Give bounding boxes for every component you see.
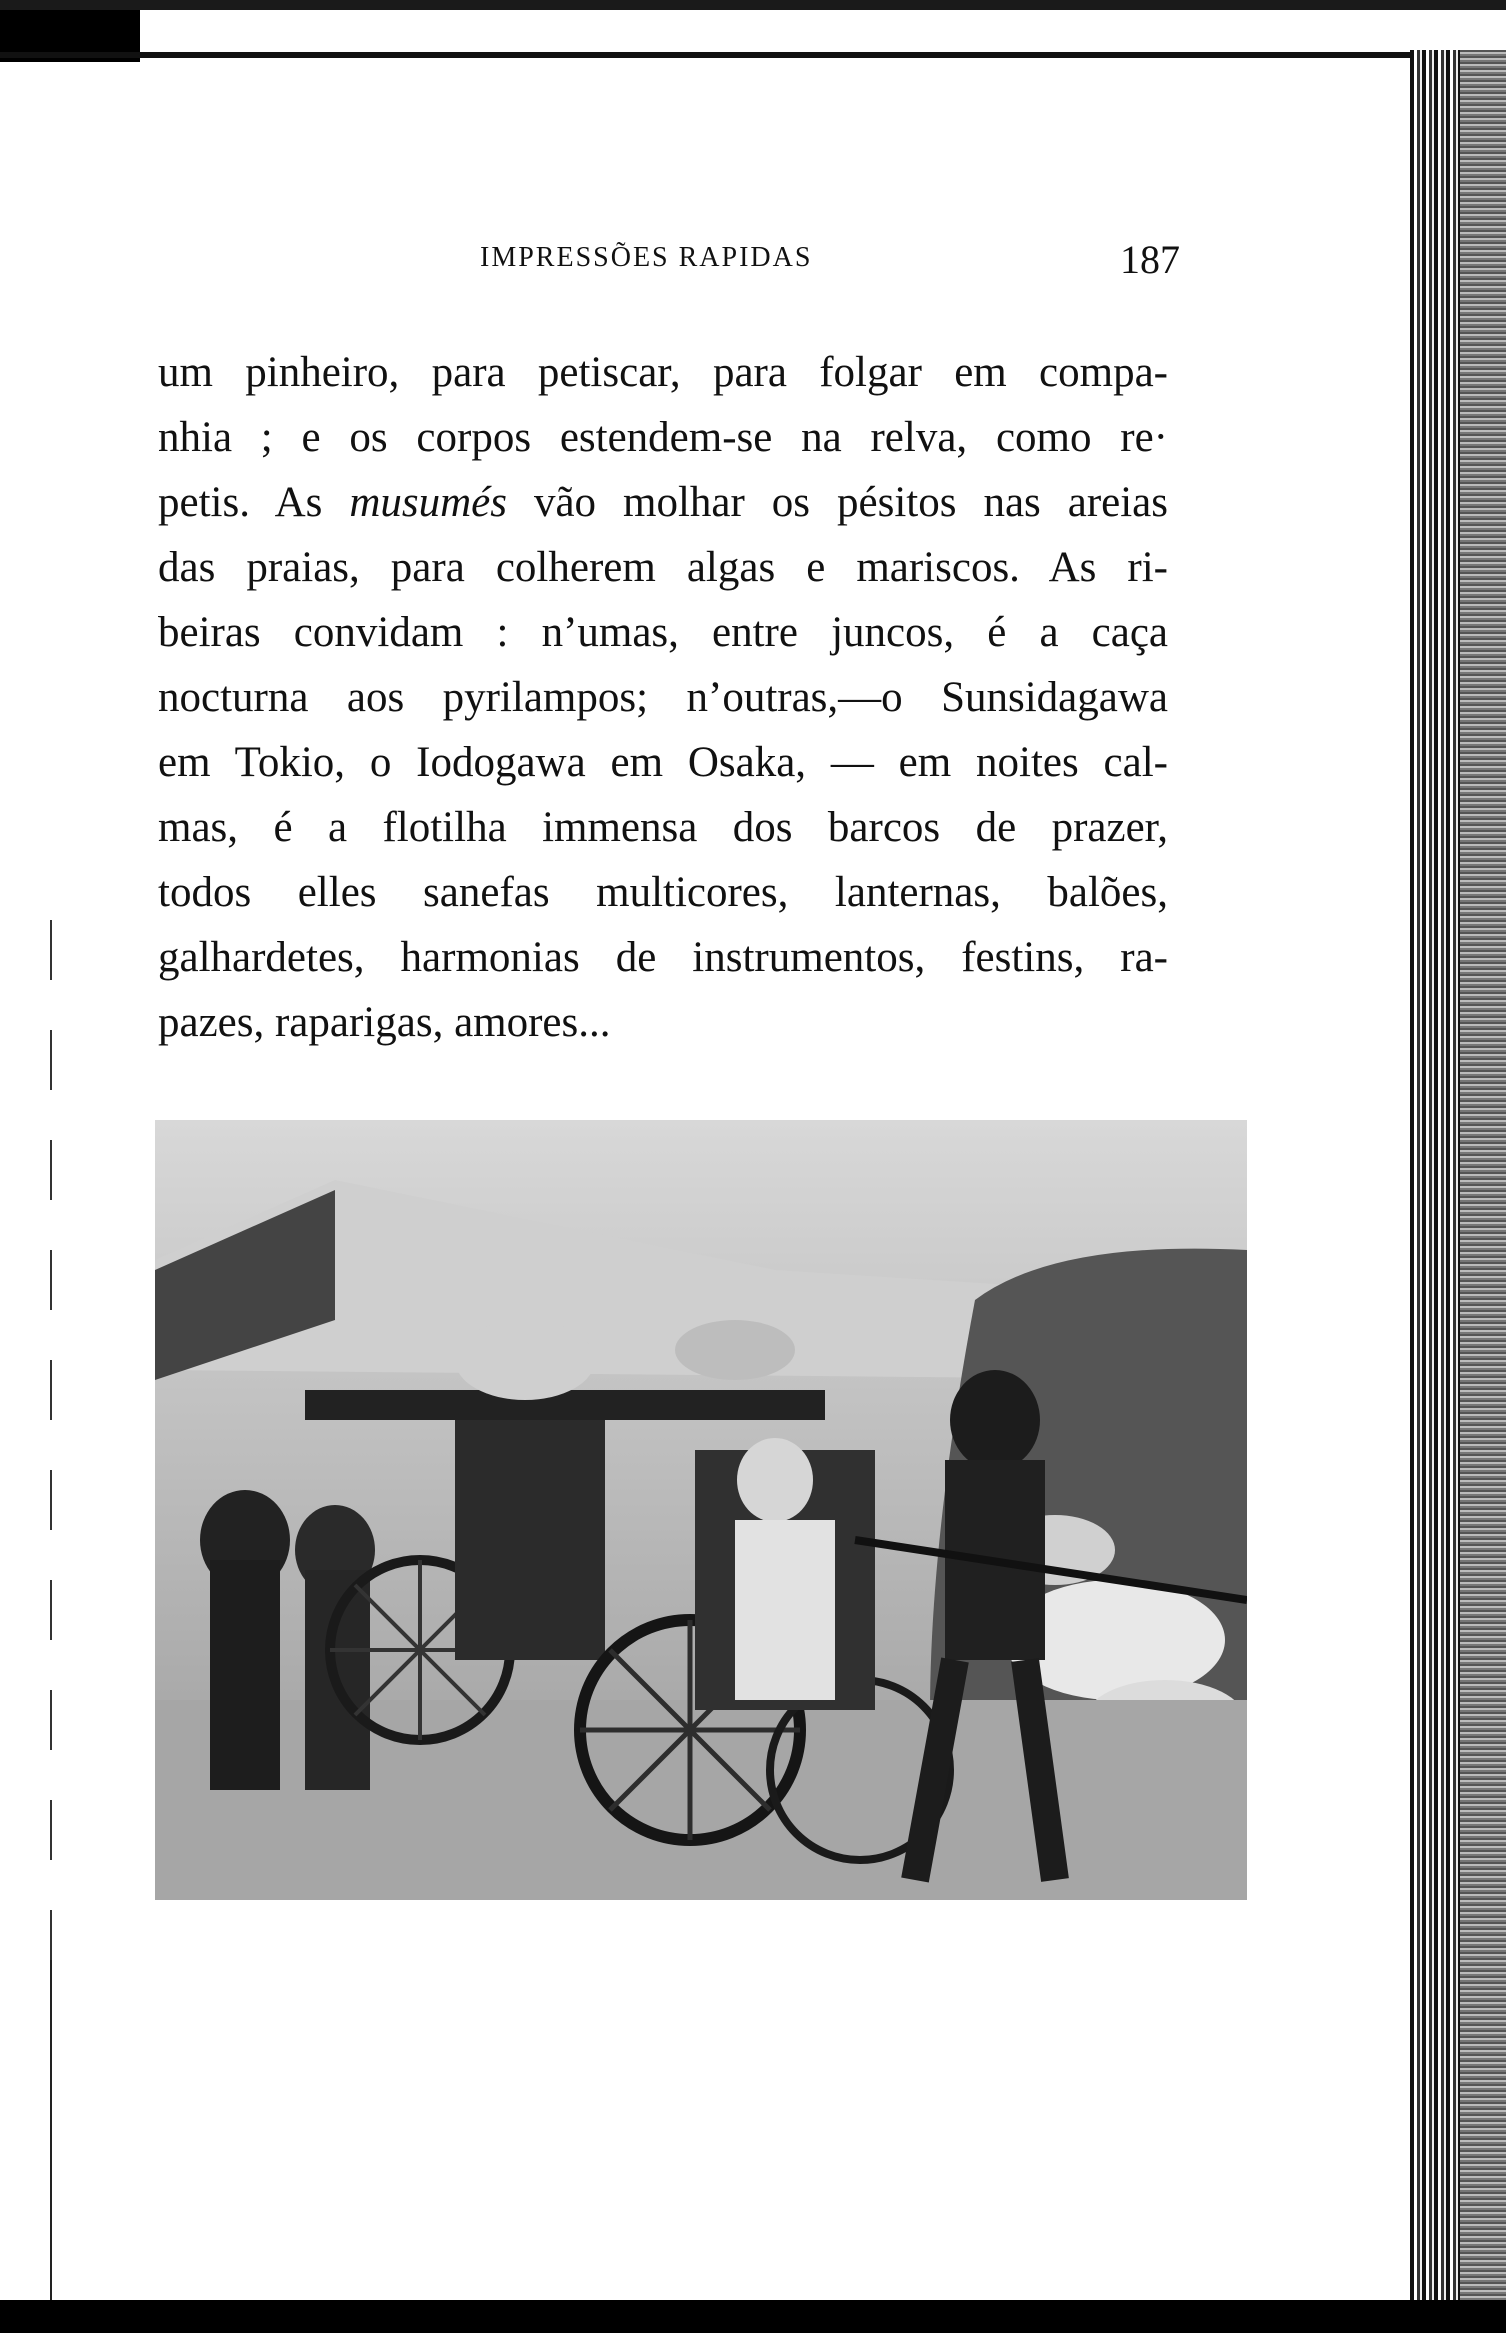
running-head: [160, 236, 1180, 286]
page-number: 187: [1120, 237, 1180, 282]
body-line: beiras convidam : n’umas, entre juncos, é a caça: [158, 609, 1168, 656]
body-line: mas, é a flotilha immensa dos barcos de prazer,: [158, 804, 1168, 851]
body-line: galhardetes, harmonias de instrumentos, festins, ra-: [158, 934, 1168, 981]
body-text: [158, 340, 1168, 1055]
scan-top-border: [0, 0, 1506, 62]
body-line: das praias, para colherem algas e mariscos. As ri-: [158, 544, 1168, 591]
scan-bottom-border: [0, 2300, 1506, 2333]
left-page-edge-lower: [50, 1960, 52, 2300]
body-line: em Tokio, o Iodogawa em Osaka, — em noites cal-: [158, 739, 1168, 786]
body-line: petis. As musumés vão molhar os pésitos nas areias: [158, 479, 1168, 526]
photo-illustration: [155, 1120, 1247, 1900]
body-line: nocturna aos pyrilampos; n’outras,—o Sunsidagawa: [158, 674, 1168, 721]
italic-word: musumés: [349, 479, 507, 526]
body-line: nhia ; e os corpos estendem-se na relva, como re·: [158, 414, 1168, 461]
body-line: todos elles sanefas multicores, lanternas, balões,: [158, 869, 1168, 916]
body-line: um pinheiro, para petiscar, para folgar em compa-: [158, 349, 1168, 396]
rickshaw-photograph: [155, 1120, 1247, 1900]
running-head-title: IMPRESSÕES RAPIDAS: [480, 242, 813, 273]
body-line: pazes, raparigas, amores...: [158, 999, 611, 1046]
book-spine-edge: [1410, 50, 1506, 2300]
